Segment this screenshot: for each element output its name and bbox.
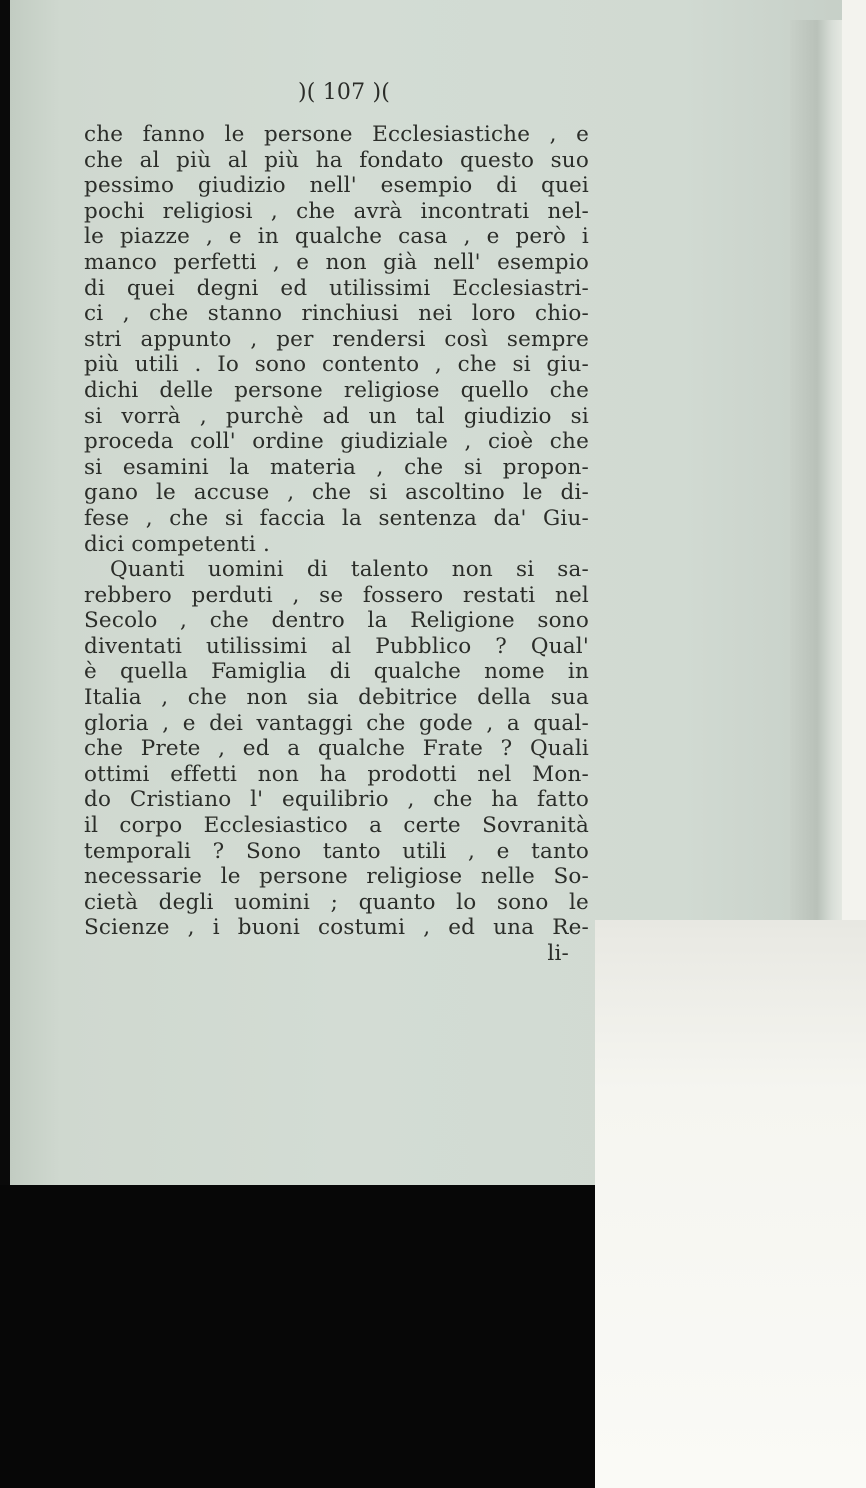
text-line: il corpo Ecclesiastico a certe Sovranità (84, 813, 589, 839)
text-line: diventati utilissimi al Pubblico ? Qual' (84, 633, 589, 659)
text-line: necessarie le persone religiose nelle So- (84, 864, 589, 890)
text-line: di quei degni ed utilissimi Ecclesiastri- (84, 275, 589, 301)
text-line: gano le accuse , che si ascoltino le di- (84, 480, 589, 506)
text-line: dici competenti . (84, 531, 271, 557)
text-line: cietà degli uomini ; quanto lo sono le (84, 889, 589, 915)
scan-background-light (595, 920, 866, 1488)
text-line: più utili . Io sono contento , che si giu- (84, 352, 589, 378)
text-line: dichi delle persone religiose quello che (84, 377, 589, 403)
text-line: è quella Famiglia di qualche nome in (84, 659, 589, 685)
text-line: si esamini la materia , che si propon- (84, 454, 589, 480)
text-line: ottimi effetti non ha prodotti nel Mon- (84, 761, 589, 787)
text-line: Scienze , i buoni costumi , ed una Re- (84, 915, 589, 941)
text-line: fese , che si faccia la sentenza da' Giu- (84, 505, 589, 531)
text-line: ci , che stanno rinchiusi nei loro chio- (84, 301, 589, 327)
text-line: rebbero perduti , se fossero restati nel (84, 582, 589, 608)
text-line: temporali ? Sono tanto utili , e tanto (84, 838, 589, 864)
paragraph-first-line: Quanti uomini di talento non si sa- (110, 557, 589, 583)
catchword: li- (547, 941, 569, 966)
text-line: pochi religiosi , che avrà incontrati nel- (84, 198, 589, 224)
scan-background-dark (0, 1185, 600, 1488)
text-line: Secolo , che dentro la Religione sono (84, 608, 589, 634)
text-line: si vorrà , purchè ad un tal giudizio si (84, 403, 589, 429)
text-line: che fanno le persone Ecclesiastiche , e (84, 122, 589, 147)
text-line: che Prete , ed a qualche Frate ? Quali (84, 736, 589, 762)
text-line: gloria , e dei vantaggi che gode , a qual- (84, 710, 589, 736)
text-line: Italia , che non sia debitrice della sua (84, 685, 589, 711)
page-number-header: )( 107 )( (297, 80, 391, 105)
text-block (84, 80, 604, 967)
text-line: manco perfetti , e non già nell' esempio (84, 249, 589, 275)
text-line: che al più al più ha fondato questo suo (84, 147, 589, 173)
text-line: proceda coll' ordine giudiziale , cioè che (84, 429, 589, 455)
text-line: le piazze , e in qualche casa , e però i (84, 224, 589, 250)
text-line: stri appunto , per rendersi così sempre (84, 326, 589, 352)
text-line: do Cristiano l' equilibrio , che ha fatto (84, 787, 589, 813)
text-line: pessimo giudizio nell' esempio di quei (84, 173, 589, 199)
